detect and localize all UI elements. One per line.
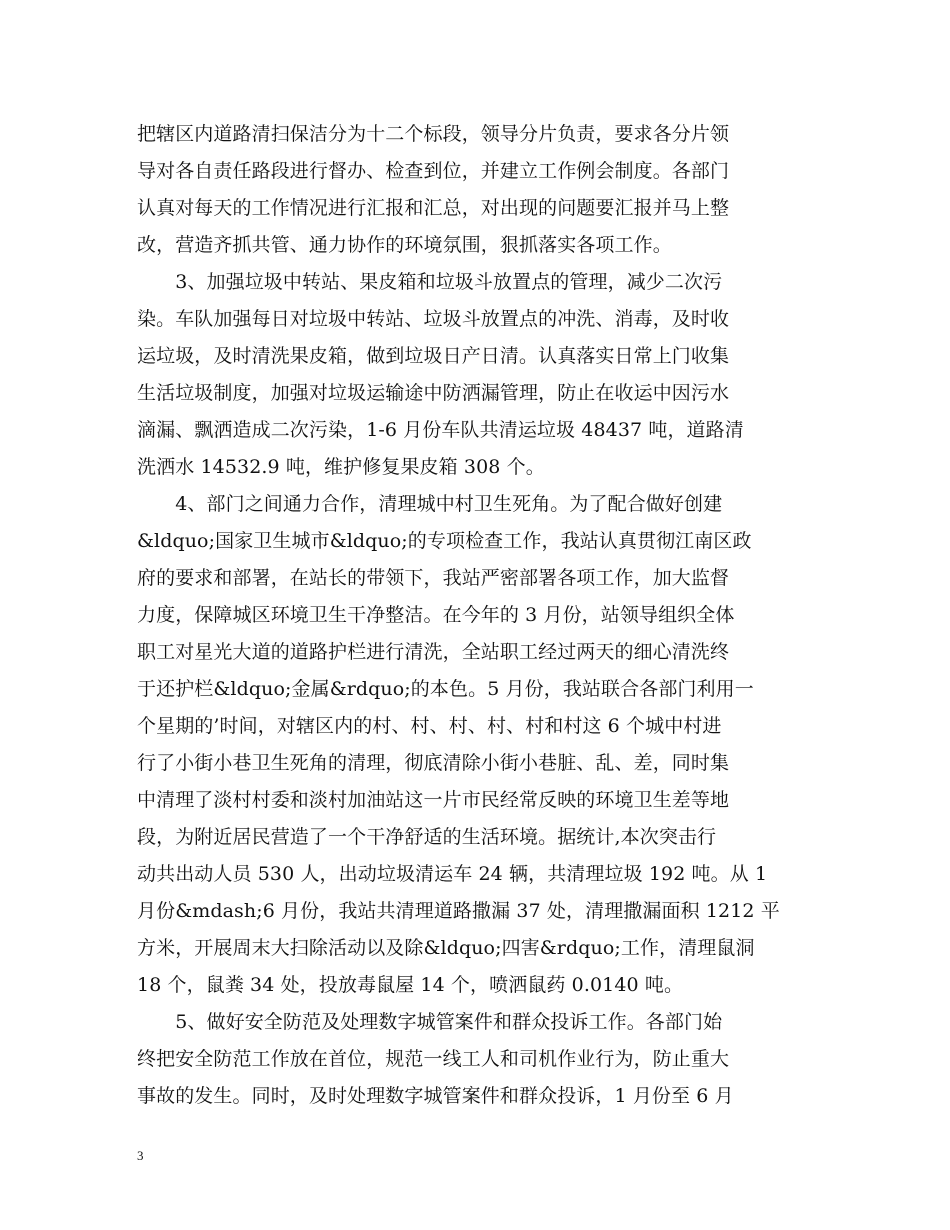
text-line: 中清理了淡村村委和淡村加油站这一片市民经常反映的环境卫生差等地 [137,789,730,811]
text-line: 段，为附近居民营造了一个干净舒适的生活环境。据统计,本次突击行 [137,826,717,848]
text-line: 导对各自责任路段进行督办、检查到位，并建立工作例会制度。各部门 [137,160,730,182]
text-line: 事故的发生。同时，及时处理数字城管案件和群众投诉，1 月份至 6 月 [137,1085,734,1107]
text-line: 生活垃圾制度，加强对垃圾运输途中防洒漏管理，防止在收运中因污水 [137,382,730,404]
text-line: 终把安全防范工作放在首位，规范一线工人和司机作业行为，防止重大 [137,1048,730,1070]
text-line: 改，营造齐抓共管、通力协作的环境氛围，狠抓落实各项工作。 [137,234,672,256]
text-line: 行了小街小巷卫生死角的清理，彻底清除小街小巷脏、乱、差，同时集 [137,752,730,774]
text-line: 洗洒水 14532.9 吨，维护修复果皮箱 308 个。 [137,456,545,478]
text-line: 职工对星光大道的道路护栏进行清洗，全站职工经过两天的细心清洗终 [137,641,730,663]
text-line: 18 个，鼠粪 34 处，投放毒鼠屋 14 个，喷洒鼠药 0.0140 吨。 [137,974,684,996]
text-line: 动共出动人员 530 人，出动垃圾清运车 24 辆，共清理垃圾 192 吨。从 1 [137,863,768,885]
text-line: 认真对每天的工作情况进行汇报和汇总，对出现的问题要汇报并马上整 [137,197,730,219]
text-line: &ldquo;国家卫生城市&ldquo;的专项检查工作，我站认真贯彻江南区政 [137,530,752,552]
text-line: 方米，开展周末大扫除活动以及除&ldquo;四害&rdquo;工作，清理鼠洞 [137,937,755,959]
text-line: 力度，保障城区环境卫生干净整洁。在今年的 3 月份，站领导组织全体 [137,604,735,626]
text-line: 染。车队加强每日对垃圾中转站、垃圾斗放置点的冲洗、消毒，及时收 [137,308,730,330]
text-line: 4、部门之间通力合作，清理城中村卫生死角。为了配合做好创建 [137,493,723,515]
text-line: 运垃圾，及时清洗果皮箱，做到垃圾日产日清。认真落实日常上门收集 [137,345,730,367]
page-number: 3 [137,1148,144,1163]
paragraph-item-5 [137,1004,813,1115]
text-line: 5、做好安全防范及处理数字城管案件和群众投诉工作。各部门始 [137,1011,723,1033]
text-line: 府的要求和部署，在站长的带领下，我站严密部署各项工作，加大监督 [137,567,730,589]
text-line: 把辖区内道路清扫保洁分为十二个标段，领导分片负责，要求各分片领 [137,123,730,145]
text-line: 月份&mdash;6 月份，我站共清理道路撒漏 37 处，清理撒漏面积 1212 平 [137,900,780,922]
text-line: 个星期的’时间，对辖区内的村、村、村、村、村和村这 6 个城中村进 [137,715,722,737]
text-line: 滴漏、飘洒造成二次污染，1-6 月份车队共清运垃圾 48437 吨，道路清 [137,419,744,441]
paragraph-item-3 [137,264,813,486]
text-line: 3、加强垃圾中转站、果皮箱和垃圾斗放置点的管理，减少二次污 [137,271,723,293]
paragraph-item-4 [137,486,813,1004]
paragraph-intro [137,116,813,264]
text-line: 于还护栏&ldquo;金属&rdquo;的本色。5 月份，我站联合各部门利用一 [137,678,754,700]
document-body [137,116,813,1115]
